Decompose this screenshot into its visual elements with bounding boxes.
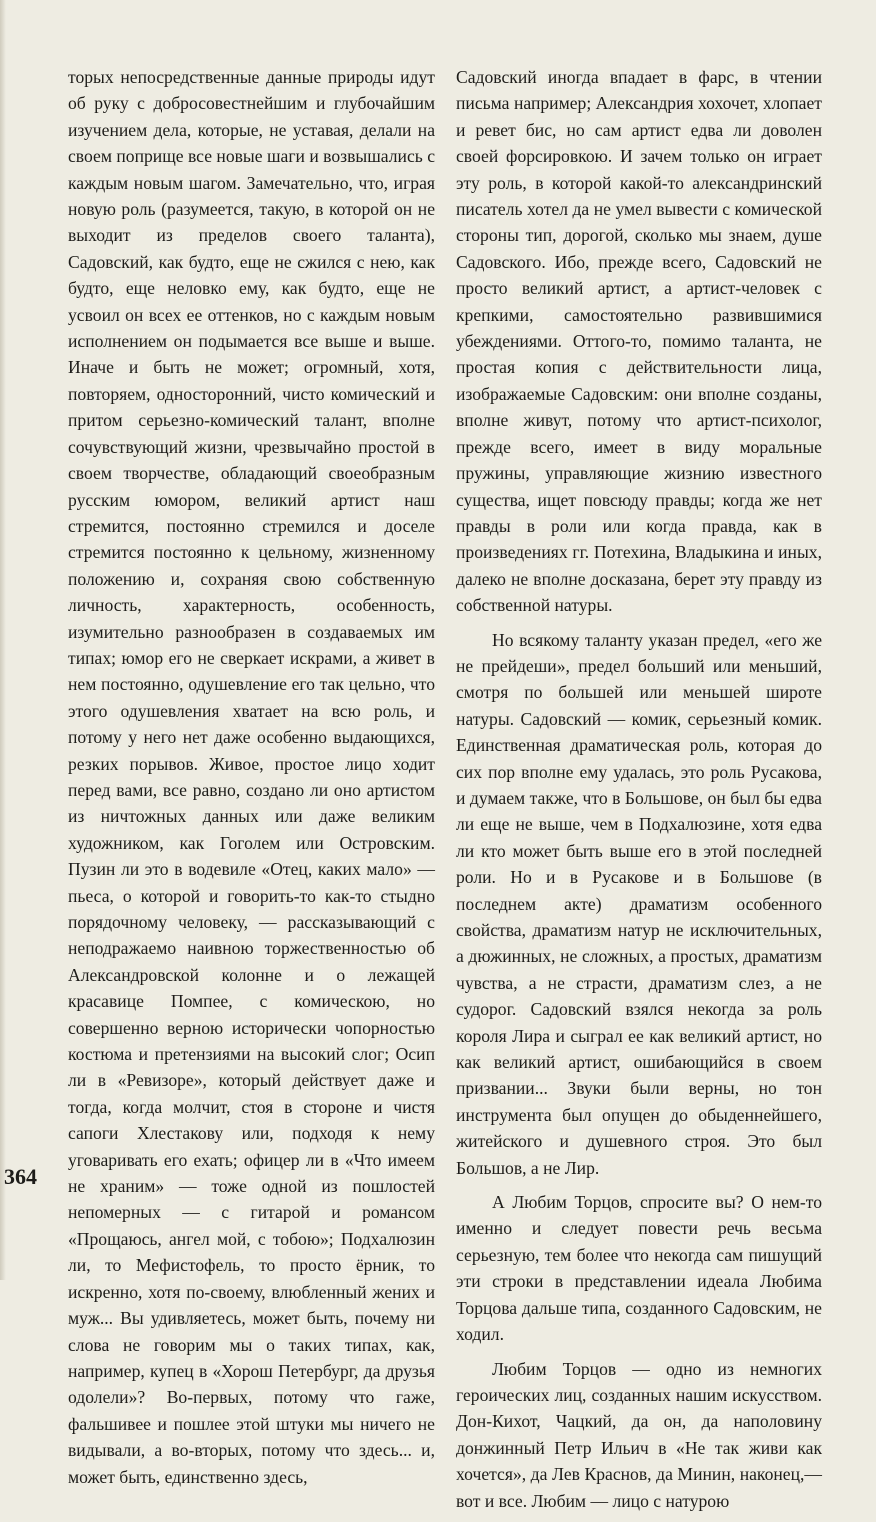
page-number: 364 — [4, 1164, 37, 1189]
page-edge-shadow — [0, 0, 6, 1280]
paragraph: Любим Торцов — одно из немногих героических лиц, созданных нашим искусством. Дон-Кихот, Чацкий, да он, да наполовину донжинный Петр Ильич в «Не так живи как хочется», да Лев Краснов, да Минин, наконец,— вот и все. Любим — лицо с натурою — [456, 1358, 822, 1511]
right-column — [456, 64, 822, 1522]
paragraph: Но всякому таланту указан предел, «его же не прейдеши», предел больший или меньший, смотря по большей или меньшей широте натуры. Садовский — комик, серьезный комик. Единственная драматическая роль, которая до сих пор вполне ему удалась, это роль Русакова, и думаем также, что в Большове, он был бы едва ли еще не выше, чем в Подхалюзине, хотя едва ли кто может быть выше его в этой последней роли. Но и в Русакове и в Большове (в последнем акте) драматизм особенного свойства, драматизм натур не исключительных, а дюжинных, не сложных, а простых, драматизм чувства, а не страсти, драматизм слез, а не судорог. Садовский взялся некогда за роль короля Лира и сыграл ее как великий артист, но как великий артист, ошибающийся в своем призвании... Звуки были верны, но тон инструмента был опущен до обыденнейшего, житейского и душевного строя. Это был Большов, а не Лир. — [456, 629, 822, 1178]
left-column — [68, 64, 435, 1498]
paragraph: Садовский иногда впадает в фарс, в чтении письма например; Александрия хохочет, хлопает и ревет бис, но сам артист едва ли доволен своей форсировкою. И зачем только он играет эту роль, в которой какой-то александринский писатель хотел да не умел вывести с комической стороны тип, дорогой, сколько мы знаем, душе Садовского. Ибо, прежде всего, Садовский не просто великий артист, а артист-человек с крепкими, самостоятельно развившимися убеждениями. Оттого-то, помимо таланта, не простая копия с действительности лица, изображаемые Садовским: они вполне созданы, вполне живут, потому что артист-психолог, прежде всего, имеет в виду моральные пружины, управляющие жизнию известного существа, ищет повсюду правды; когда же нет правды в роли или когда правда, как в произведениях гг. Потехина, Владыкина и иных, далеко не вполне досказана, берет эту правду из собственной натуры. — [456, 67, 822, 616]
paragraph: торых непосредственные данные природы идут об руку с добросовестнейшим и глубочайшим изучением дела, которые, не уставая, делали на своем поприще все новые шаги и возвышались с каждым новым шагом. Замечательно, что, играя новую роль (разумеется, такую, в которой он не выходит из пределов своего таланта), Садовский, как будто, еще не сжился с нею, как будто, еще неловко ему, как будто, еще не усвоил он всех ее оттенков, но с каждым новым исполнением он подымается все выше и выше. Иначе и быть не может; огромный, хотя, повторяем, односторонний, чисто комический и притом серьезно-комический талант, вполне сочувствующий жизни, чрезвычайно простой в своем творчестве, обладающий своеобразным русским юмором, великий артист наш стремится, постоянно стремился и доселе стремится постоянно к цельному, жизненному положению и, сохраняя свою собственную личность, характерность, особенность, изумительно разнообразен в создаваемых им типах; юмор его не сверкает искрами, а живет в нем постоянно, одушевление его так цельно, что этого одушевления хватает на всю роль, и потому у него нет даже особенно выдающихся, резких порывов. Живое, простое лицо ходит перед вами, все равно, создано ли оно артистом из ничтожных данных или даже великим художником, как Гоголем или Островским. Пузин ли это в водевиле «Отец, каких мало» — пьеса, о которой и говорить-то как-то стыдно порядочному человеку, — рассказывающий с неподражаемо наивною торжественностью об Александровской колонне и о лежащей красавице Помпее, с комическою, но совершенно верною исторически чопорностью костюма и претензиями на высокий слог; Осип ли в «Ревизоре», который действует даже и тогда, когда молчит, стоя в стороне и чистя сапоги Хлестакову или, подходя к нему уговаривать его ехать; офицер ли в «Что имеем не храним» — тоже одной из пошлостей непомерных — с гитарой и романсом «Прощаюсь, ангел мой, с тобою»; Подхалюзин ли, то Мефистофель, то просто ёрник, то искренно, хотя по-своему, влюбленный жених и муж... Вы удивляетесь, может быть, почему ни слова не говорим мы о таких типах, как, например, купец в «Хорош Петербург, да друзья одолели»? Во-первых, потому что гаже, фальшивее и пошлее этой штуки мы ничего не видывали, а во-вторых, потому что здесь... и, может быть, единственно здесь, — [68, 67, 435, 1487]
paragraph: А Любим Торцов, спросите вы? О нем-то именно и следует повести речь весьма серьезную, тем более что некогда сам пишущий эти строки в представлении идеала Любима Торцова дальше типа, созданного Садовским, не ходил. — [456, 1192, 822, 1345]
